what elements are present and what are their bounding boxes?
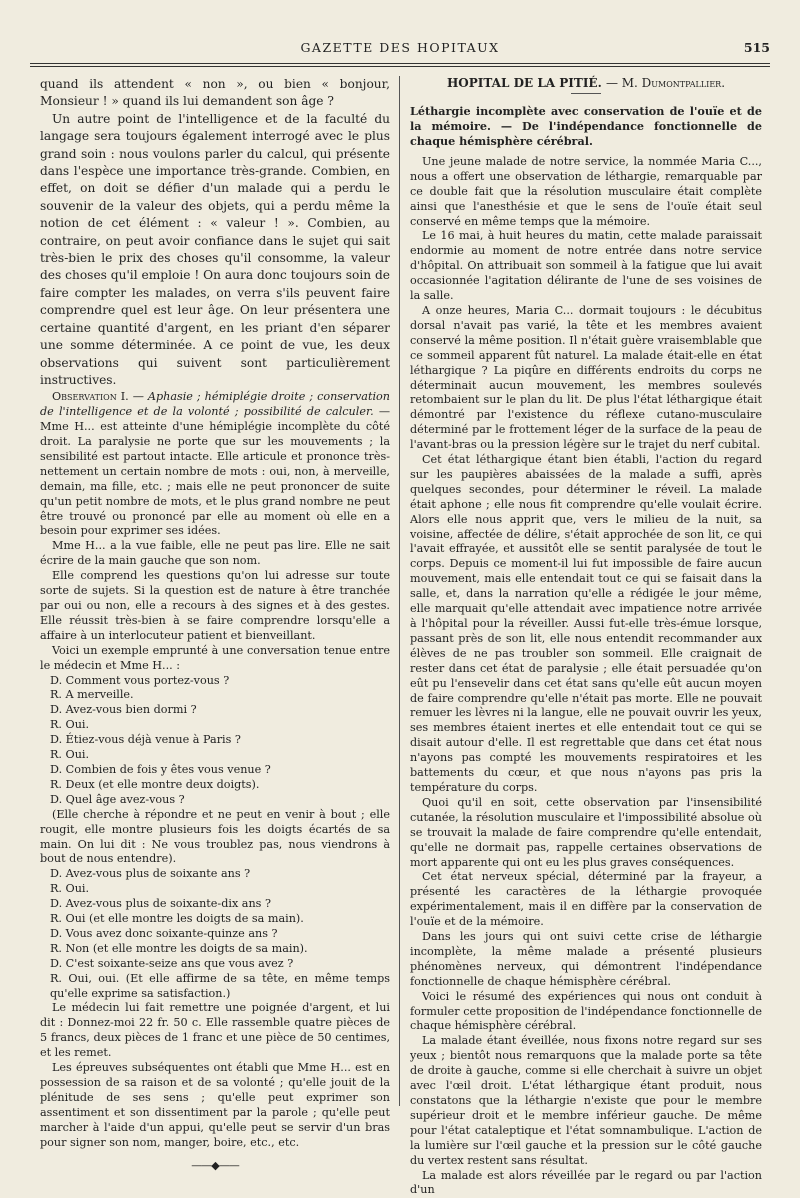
header-rule-double [30, 66, 770, 67]
dialogue-line: D. Avez-vous plus de soixante ans ? [50, 867, 251, 881]
dialogue-block [40, 867, 390, 1001]
paragraph: Le 16 mai, à huit heures du matin, cette malade paraissait endormie au moment de notre entrée dans notre service d'hôpital. On attribuait son sommeil à la fatigue que lui avait occasionnée l'agitation délirante de l'une de ses voisines de la salle. [410, 229, 762, 303]
dialogue-line: R. A merveille. [50, 688, 134, 702]
dialogue-line: D. Quel âge avez-vous ? [50, 792, 185, 806]
column-divider [399, 76, 400, 1106]
dialogue-note: (Elle cherche à répondre et ne peut en venir à bout ; elle rougit, elle montre plusieurs fois les doigts écartés de sa main. On lui dit : Ne vous troublez pas, nous viendrons à bout de nous entendre). [40, 807, 390, 866]
article-title: Léthargie incomplète avec conservation de l'ouïe et de la mémoire. — De l'indépendance fonctionnelle de chaque hémisphère cérébral. [410, 103, 762, 148]
paragraph: La malade étant éveillée, nous fixons notre regard sur ses yeux ; bientôt nous remarquons que la malade porte sa tête de droite à gauche, comme si elle cherchait à suivre un objet avec l'œil droit. L'état léthargique étant produit, nous constatons que la léthargie n'existe que pour le membre supérieur droit et le membre inférieur gauche. De même pour l'état cataleptique et l'état somnambulique. L'action de la lumière sur l'œil gauche et la pression sur le côté gauche du vertex restent sans résultat. [410, 1034, 762, 1167]
paragraph: Cet état nerveux spécial, déterminé par la frayeur, a présenté les caractères de la léthargie provoquée expérimentalement, mais il en diffère par la conservation de l'ouïe et de la mémoire. [410, 870, 762, 929]
right-column [410, 76, 762, 1198]
paragraph: A onze heures, Maria C... dormait toujours : le décubitus dorsal n'avait pas varié, la tête et les membres avaient conservé la même position. Il n'était guère vraisemblable que ce sommeil apparent fût naturel. La malade était-elle en état léthargique ? La piqûre en différents endroits du corps ne déterminait aucun mouvement, les membres soulevés retombaient sur le plan du lit. De plus l'état léthargique était démontré par l'existence du réflexe cutano-musculaire déterminé par le frottement léger de la surface de la peau de l'avant-bras ou la pression légère sur le trajet du nerf cubital. [410, 303, 762, 452]
dialogue-line: R. Oui. [50, 718, 90, 732]
page-header [30, 40, 770, 58]
dialogue-line: D. Étiez-vous déjà venue à Paris ? [50, 733, 241, 747]
paragraph: Le médecin lui fait remettre une poignée d'argent, et lui dit : Donnez-moi 22 fr. 50 c. Elle rassemble quatre pièces de 5 francs, deux pièces de 1 franc et une pièce de 50 centimes, et les remet. [40, 1001, 390, 1060]
paragraph: Voici un exemple emprunté à une conversation tenue entre le médecin et Mme H... : [40, 643, 390, 672]
paragraph: Une jeune malade de notre service, la nommée Maria C..., nous a offert une observation de léthargie, remarquable par ce double fait que la résolution musculaire était complète ainsi que l'anesthésie et que le sens de l'ouïe était seul conservé en même temps que la mémoire. [410, 154, 762, 228]
dialogue-block [40, 674, 390, 808]
paragraph: Mme H... a la vue faible, elle ne peut pas lire. Elle ne sait écrire de la main gauche que son nom. [40, 539, 390, 568]
paragraph: Voici le résumé des expériences qui nous ont conduit à formuler cette proposition de l'indépendance fonctionnelle de chaque hémisphère cérébral. [410, 989, 762, 1033]
section-rule [571, 93, 601, 94]
dialogue-line: D. Vous avez donc soixante-quinze ans ? [50, 926, 278, 940]
left-column [40, 76, 390, 1173]
observation-paragraph [40, 390, 390, 539]
section-heading [410, 76, 762, 91]
dialogue-line: R. Oui. [50, 748, 90, 762]
author-name: — M. Dumontpallier. [605, 76, 726, 90]
header-rule [30, 63, 770, 64]
paragraph: Elle comprend les questions qu'on lui adresse sur toute sorte de sujets. Si la question est de nature à être tranchée par oui ou non, elle a recours à des signes et à des gestes. Elle réussit très-bien à se faire comprendre lorsqu'elle a affaire à un interlocuteur patient et bienveillant. [40, 569, 390, 642]
observation-text: — Mme H... est atteinte d'une hémiplégie incomplète du côté droit. La paralysie ne porte que sur les mouvements ; la sensibilité est partout intacte. Elle articule et prononce très-nettement un certain nombre de mots : oui, non, à merveille, demain, ma fille, etc. ; mais elle ne peut prononcer de suite qu'un petit nombre de mots, et le plus grand nombre ne peut être trouvé ou prononcé par elle au moment où elle en a besoin pour exprimer ses idées. [40, 405, 390, 538]
dialogue-line: D. Comment vous portez-vous ? [50, 673, 230, 687]
dialogue-line: D. Avez-vous plus de soixante-dix ans ? [50, 897, 271, 911]
journal-title: GAZETTE DES HOPITAUX [300, 40, 500, 55]
page-number: 515 [743, 40, 770, 55]
end-ornament: ——◆—— [191, 1158, 239, 1172]
dialogue-line: D. Avez-vous bien dormi ? [50, 703, 197, 717]
intro-block [40, 76, 390, 389]
observation-label: Observation I. [52, 390, 129, 404]
paragraph: Quoi qu'il en soit, cette observation par l'insensibilité cutanée, la résolution musculaire et l'impossibilité absolue où se trouvait la malade de faire comprendre qu'elle entendait, qu'elle ne dormait pas, rappelle certaines observations de mort apparente qui ont eu les plus graves conséquences. [410, 795, 762, 869]
dialogue-line: R. Oui. [50, 882, 90, 896]
paragraph: La malade est alors réveillée par le regard ou par l'action d'un [410, 1168, 762, 1197]
dialogue-line: R. Deux (et elle montre deux doigts). [50, 777, 260, 791]
paragraph: Dans les jours qui ont suivi cette crise de léthargie incomplète, la même malade a présenté plusieurs phénomènes nerveux, qui démontrent l'indépendance fonctionnelle de chaque hémisphère cérébral. [410, 930, 762, 988]
observation-heading: — Aphasie ; hémiplégie droite ; conservation de l'intelligence et de la volonté ; possibilité de calculer. [40, 390, 390, 419]
dialogue-line: R. Oui (et elle montre les doigts de sa main). [50, 912, 304, 926]
paragraph: Un autre point de l'intelligence et de la faculté du langage sera toujours également interrogé avec le plus grand soin : nous voulons parler du calcul, qui présente dans l'espèce une importance très-grande. Combien, en effet, on doit se défier d'un malade qui a perdu le souvenir de la valeur des objets, qui a perdu même la notion de cet élément : « valeur ! ». Combien, au contraire, on peut avoir confiance dans le sujet qui sait très-bien le prix des choses qu'il consomme, la valeur des choses qu'il emploie ! On aura donc toujours soin de faire compter les malades, on verra s'ils peuvent faire comprendre quel est leur âge. On leur présentera une certaine quantité d'argent, en les priant d'en séparer une somme déterminée. A ce point de vue, les deux observations qui suivent sont particulièrement instructives. [40, 111, 390, 387]
dialogue-line: D. C'est soixante-seize ans que vous avez ? [50, 956, 294, 970]
dialogue-line: R. Non (et elle montre les doigts de sa main). [50, 941, 308, 955]
paragraph: Les épreuves subséquentes ont établi que Mme H... est en possession de sa raison et de sa volonté ; qu'elle jouit de la plénitude de ses sens ; qu'elle peut exprimer son assentiment et son dissentiment par la parole ; qu'elle peut marcher à l'aide d'un appui, qu'elle peut se servir d'un bras pour signer son nom, manger, boire, etc., etc. [40, 1061, 390, 1149]
paragraph: Cet état léthargique étant bien établi, l'action du regard sur les paupières abaissées de la malade a suffi, après quelques secondes, pour déterminer le réveil. La malade était aphone ; elle nous fit comprendre qu'elle voulait écrire. Alors elle nous apprit que, vers le milieu de la nuit, sa voisine, affectée de délire, s'était approchée de son lit, ce qui l'avait effrayée, et aussitôt elle se sentit paralysée de tout le corps. Depuis ce moment-il lui fut impossible de faire aucun mouvement, mais elle entendait tout ce qui se faisait dans la salle, et, dans la narration qu'elle a rédigée le jour même, elle marquait qu'elle attendait avec impatience notre arrivée à l'hôpital pour la réveiller. Aussi fut-elle très-émue lorsque, passant près de son lit, elle nous entendit recommander aux élèves de ne pas troubler son sommeil. Elle craignait de rester dans cet état de paralysie ; elle était persuadée qu'on eût pu l'ensevelir dans cet état sans qu'elle eût aucun moyen de faire comprendre qu'elle n'était pas morte. Elle ne pouvait remuer les lèvres ni la langue, elle ne pouvait ouvrir les yeux, ses membres étaient inertes et elle entendait tout ce qui se disait autour d'elle. Il est regrettable que dans cet état nous n'ayons pas compté les mouvements respiratoires et les battements du cœur, et que nous n'ayons pas pris la température du corps. [410, 453, 762, 794]
paragraph: quand ils attendent « non », ou bien « bonjour, Monsieur ! » quand ils lui demandent son âge ? [40, 77, 390, 109]
hospital-name: HOPITAL DE LA PITIÉ. [446, 76, 602, 90]
dialogue-line: D. Combien de fois y êtes vous venue ? [50, 762, 271, 776]
dialogue-line: R. Oui, oui. (Et elle affirme de sa tête, en même temps qu'elle exprime sa satisfaction.) [50, 971, 390, 1000]
